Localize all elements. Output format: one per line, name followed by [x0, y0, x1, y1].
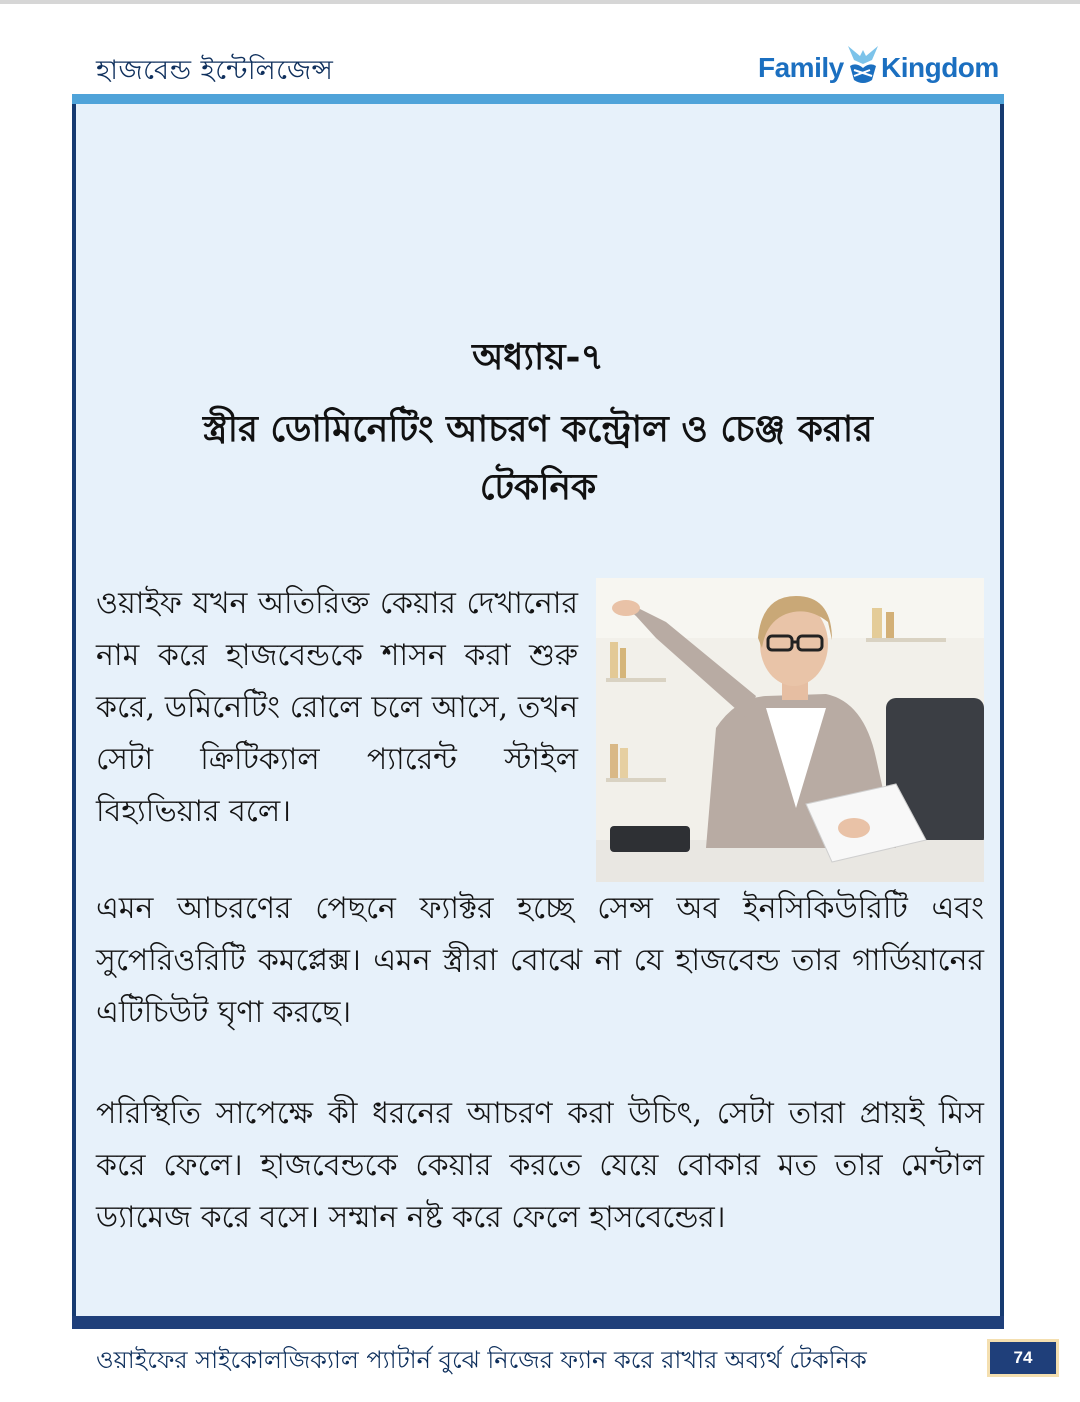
footer-subtitle: ওয়াইফের সাইকোলজিক্যাল প্যাটার্ন বুঝে নিজের ফ্যান করে রাখার অব্যর্থ টেকনিক — [96, 1346, 867, 1374]
paragraph-3: পরিস্থিতি সাপেক্ষে কী ধরনের আচরণ করা উচিৎ, সেটা তারা প্রায়ই মিস করে ফেলে। হাজবেন্ডকে কেয়ার করতে যেয়ে বোকার মত তার মেন্টাল ড্যামেজ করে বসে। সম্মান নষ্ট করে ফেলে হাসবেন্ডের। — [96, 1096, 984, 1235]
brand-word-left: Family — [758, 52, 844, 83]
page-number-badge — [987, 1339, 1059, 1377]
page-top-edge — [0, 0, 1080, 4]
page-number: 74 — [990, 1342, 1056, 1374]
panel-top-band — [72, 94, 1004, 104]
brand-word-right: Kingdom — [881, 52, 999, 83]
book-title: হাজবেন্ড ইন্টেলিজেন্স — [96, 55, 334, 86]
panel-bottom-band — [72, 1316, 1004, 1329]
paragraph-1: ওয়াইফ যখন অতিরিক্ত কেয়ার দেখানোর নাম করে হাজবেন্ডকে শাসন করা শুরু করে, ডমিনেটিং রোলে চলে আসে, তখন সেটা ক্রিটিক্যাল প্যারেন্ট স্টাইল বিহ্যভিয়ার বলে। — [96, 586, 578, 829]
chapter-title: স্ত্রীর ডোমিনেটিং আচরণ কন্ট্রোল ও চেঞ্জ করার টেকনিক — [203, 408, 873, 508]
illustration-photo — [596, 578, 984, 882]
brand-logo — [758, 40, 998, 96]
chapter-label: অধ্যায়-৭ — [472, 336, 604, 378]
paragraph-2: এমন আচরণের পেছনে ফ্যাক্টর হচ্ছে সেন্স অব ইনসিকিউরিটি এবং সুপেরিওরিটি কমপ্লেক্স। এমন স্ত্রীরা বোঝে না যে হাজবেন্ড তার গার্ডিয়ানের এটিচিউট ঘৃণা করছে। — [96, 891, 984, 1030]
pointing-woman-illustration — [596, 578, 984, 882]
handshake-bird-icon — [842, 40, 884, 92]
